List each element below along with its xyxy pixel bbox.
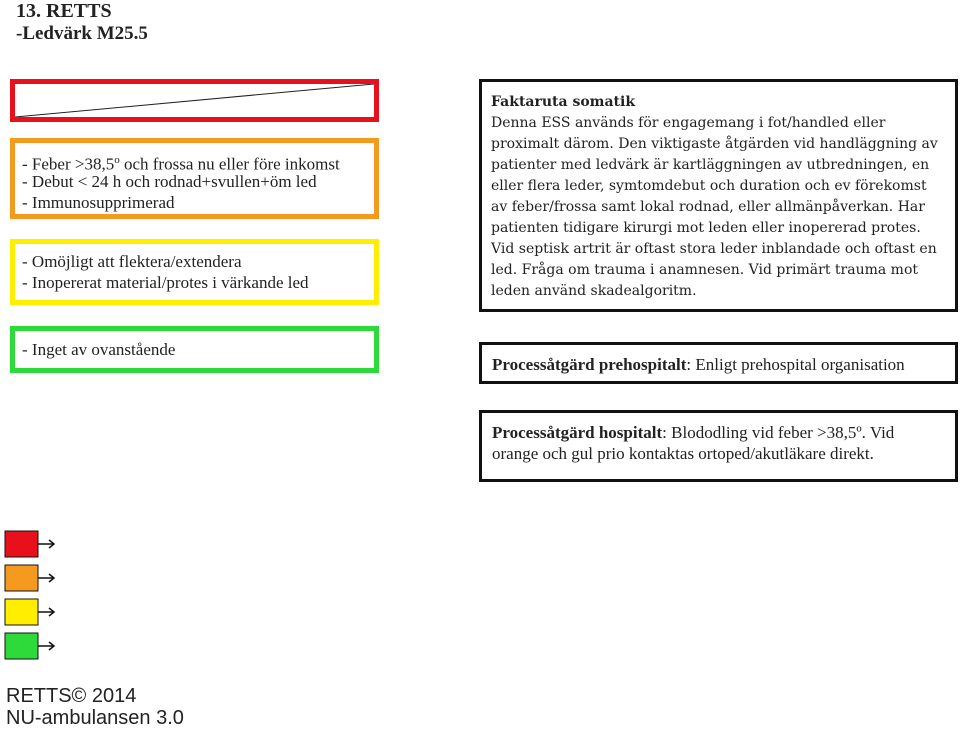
hospital-box bbox=[479, 410, 958, 482]
fakta-line: Vid septisk artrit är oftast stora leder inblandade och oftast en bbox=[491, 241, 937, 257]
fakta-line: eller flera leder, symtomdebut och duration och ev förekomst bbox=[491, 178, 927, 194]
red-arrow-icon bbox=[4, 530, 56, 560]
footer-copyright: RETTS© 2014 bbox=[6, 685, 137, 707]
hospital-line-2: orange och gul prio kontaktas ortoped/akutläkare direkt. bbox=[492, 444, 874, 463]
green-line-1: - Inget av ovanstående bbox=[22, 340, 176, 359]
red-priority-box bbox=[10, 79, 379, 122]
yellow-arrow-icon bbox=[4, 598, 56, 628]
fakta-line: proximalt därom. Den viktigaste åtgärden vid handläggning av bbox=[491, 136, 938, 152]
hospital-label: Processåtgärd hospitalt bbox=[492, 423, 663, 442]
prehospital-text: : Enligt prehospital organisation bbox=[686, 355, 905, 374]
page-title: 13. RETTS bbox=[16, 0, 112, 22]
orange-line-3: - Immunosupprimerad bbox=[22, 193, 175, 212]
hospital-text: : Blododling vid feber >38,5º. Vid bbox=[662, 423, 895, 442]
page-subtitle: -Ledvärk M25.5 bbox=[16, 23, 148, 44]
fakta-line: leden använd skadealgoritm. bbox=[491, 283, 697, 299]
diagonal-line bbox=[15, 84, 374, 117]
prehospital-box bbox=[479, 342, 958, 384]
fakta-line: patienten tidigare kirurgi mot leden eller inopererad protes. bbox=[491, 220, 921, 236]
fakta-box bbox=[479, 79, 958, 312]
footer-version: NU-ambulansen 3.0 bbox=[6, 707, 184, 729]
orange-line-2: - Debut < 24 h och rodnad+svullen+öm led bbox=[22, 172, 317, 191]
green-arrow-icon bbox=[4, 632, 56, 662]
fakta-heading: Faktaruta somatik bbox=[491, 94, 636, 110]
fakta-line: led. Fråga om trauma i anamnesen. Vid primärt trauma mot bbox=[491, 262, 919, 278]
yellow-line-2: - Inopererat material/protes i värkande led bbox=[22, 273, 309, 292]
orange-arrow-icon bbox=[4, 564, 56, 594]
prehospital-label: Processåtgärd prehospitalt bbox=[492, 355, 687, 374]
fakta-line: Denna ESS används för engagemang i fot/handled eller bbox=[491, 115, 886, 131]
fakta-line: patienter med ledvärk är kartläggningen av utbredningen, en bbox=[491, 157, 930, 173]
yellow-line-1: - Omöjligt att flektera/extendera bbox=[22, 252, 242, 271]
fakta-line: av feber/frossa samt lokal rodnad, eller allmänpåverkan. Har bbox=[491, 199, 925, 215]
orange-line-1: - Feber $>38,5^o$ och frossa nu eller före inkomst bbox=[22, 154, 340, 174]
